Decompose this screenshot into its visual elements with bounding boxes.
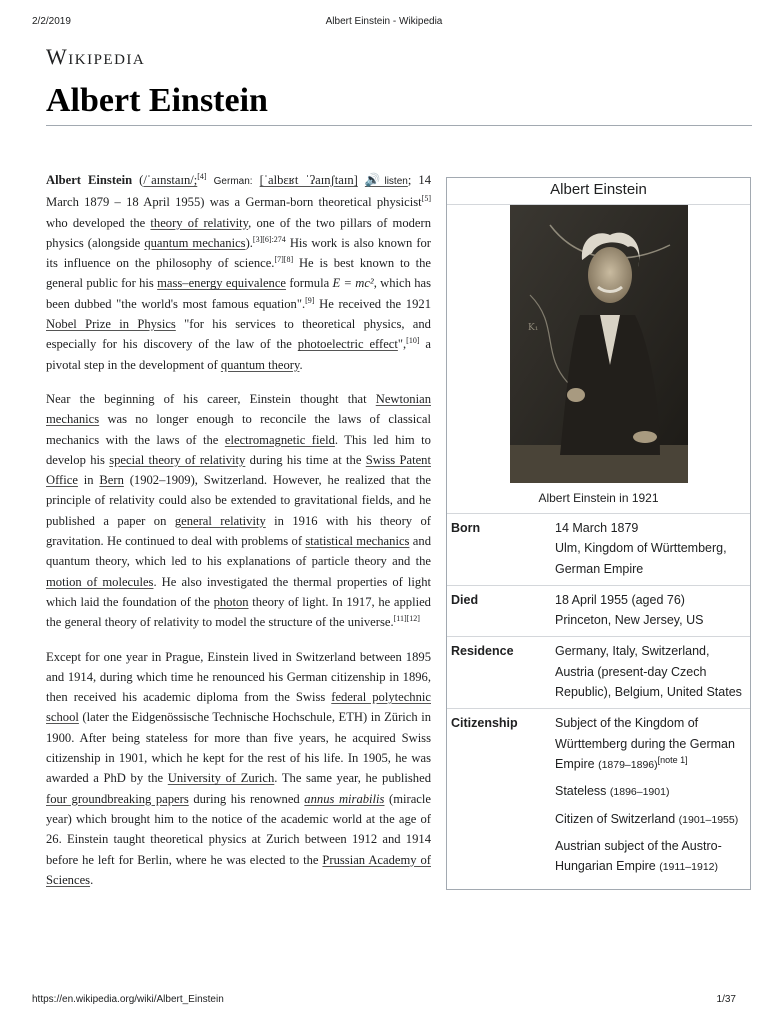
page-title: Albert Einstein [46,82,268,119]
page-number: 1/37 [716,994,736,1005]
infobox-row-residence [447,637,750,709]
speaker-icon: 🔊 [364,173,385,187]
link-photoelectric-effect[interactable]: photoelectric effect [297,337,398,352]
citizenship-item: Subject of the Kingdom of Württemberg during the German Empire (1879–1896)[note 1] [555,716,735,771]
switzerland-paragraph: Except for one year in Prague, Einstein lived in Switzerland between 1895 and 1914, during which time he renounced his German citizenship in 1896, then received his academic diploma from the Swiss federal polytechnic school (later the Eidgenössische Technische Hochschule, ETH) in Zürich in 1900. After being stateless for more than five years, he acquired Swiss citizenship in 1901, which he kept for the rest of his life. In 1905, he was awarded a PhD by the University of Zurich. The same year, he published four groundbreaking papers during his renowned annus mirabilis (miracle year) which brought him to the notice of the academic world at the age of 26. Einstein taught theoretical physics at Zurich between 1912 and 1914 before he left for Berlin, where he was elected to the Prussian Academy of Sciences. [46,649,431,887]
listen-link[interactable]: 🔊listen [364,173,408,187]
link-quantum-mechanics[interactable]: quantum mechanics [144,235,246,250]
subject-name: Albert Einstein [46,173,133,187]
formula: E = mc² [332,276,374,291]
print-date: 2/2/2019 [32,16,71,27]
link-photon[interactable]: photon [213,594,249,609]
ref-4[interactable]: [4] [197,171,207,181]
ref-3-6[interactable]: [3][6]:274 [252,234,286,244]
infobox-row-died [447,586,750,638]
link-bern[interactable]: Bern [99,473,124,488]
link-mass-energy-equivalence[interactable]: mass–energy equivalence [157,276,287,291]
ref-11-12[interactable]: [11][12] [393,614,420,624]
link-special-relativity[interactable]: special theory of relativity [109,452,246,467]
lead-paragraph: Albert Einstein (/ˈaɪnstaɪn/;[4] German: [ˈalbɛʁt ˈʔaɪnʃtaɪn] 🔊listen; 14 March 1879 – 18 April 1955) was a German-born theoretical physicist[5] who developed the theory of relativity, one of the two pillars of modern physics (alongside quantum mechanics).$^{[3][6]:274}$ His work is also known for its influence on the philosophy of science.[7][8] He is best known to the general public for his mass–energy equivalence formula E = mc², which has been dubbed "the world's most famous equation".[9] He received the 1921 Nobel Prize in Physics "for his services to theoretical physics, and especially for his discovery of the law of the photoelectric effect",[10] a pivotal step in the development of quantum theory. [46,171,432,372]
ref-5[interactable]: [5] [421,194,431,204]
infobox [446,177,751,890]
ipa-german-link[interactable]: [ˈalbɛʁt ˈʔaɪnʃtaɪn] [259,173,358,187]
link-theory-of-relativity[interactable]: theory of relativity [150,215,249,230]
note-1[interactable]: [note 1] [657,754,688,765]
link-four-papers[interactable]: four groundbreaking papers [46,791,189,806]
svg-text:K₁: K₁ [527,323,538,333]
infobox-row-born [447,514,750,586]
born-label: Born [451,521,481,535]
link-nobel-prize[interactable]: Nobel Prize in Physics [46,317,176,332]
page-url: https://en.wikipedia.org/wiki/Albert_Einstein [32,994,224,1005]
link-statistical-mechanics[interactable]: statistical mechanics [305,534,410,549]
citizenship-item: Citizen of Switzerland (1901–1955) [555,811,739,826]
citizenship-label: Citizenship [451,716,518,731]
born-value: 14 March 1879 Ulm, Kingdom of Württemberg, German Empire [555,521,727,576]
print-page-title: Albert Einstein - Wikipedia [325,16,443,27]
link-quantum-theory[interactable]: quantum theory [220,357,300,372]
ref-7-8[interactable]: [7][8] [274,255,294,264]
link-university-of-zurich[interactable]: University of Zurich [167,771,275,786]
ipa-english-link[interactable]: /ˈaɪnstaɪn/; [143,173,198,187]
ref-10[interactable]: [10] [406,336,420,346]
title-divider [46,125,752,126]
link-federal-polytechnic[interactable]: federal polytechnic school [46,690,431,725]
link-electromagnetic-field[interactable]: electromagnetic field [224,432,335,447]
citizenship-item: Austrian subject of the Austro-Hungarian Empire (1911–1912) [555,838,722,874]
link-general-relativity[interactable]: general relativity [174,513,266,528]
language-label: German: [213,176,253,187]
article-body [46,170,431,904]
print-header [32,16,736,30]
print-footer [32,994,736,1008]
ref-9[interactable]: [9] [305,295,315,305]
wikipedia-wordmark[interactable]: Wikipedia [46,44,146,69]
residence-value: Germany, Italy, Switzerland, Austria (present-day Czech Republic), Belgium, United States [555,644,742,700]
infobox-caption: Albert Einstein in 1921 [447,485,750,514]
career-paragraph: Near the beginning of his career, Einstein thought that Newtonian mechanics was no longer enough to reconcile the laws of classical mechanics with the laws of the electromagnetic field. This led him to develop his special theory of relativity during his time at the Swiss Patent Office in Bern (1902–1909), Switzerland. However, he realized that the principle of relativity could also be extended to gravitational fields, and he published a paper on general relativity in 1916 with his theory of gravitation. He continued to deal with problems of statistical mechanics and quantum theory, which led to his explanations of particle theory and the motion of molecules. He also investigated the thermal properties of light which laid the foundation of the photon theory of light. In 1917, he applied the general theory of relativity to model the structure of the universe.[11][12] [46,391,432,630]
died-label: Died [451,592,479,607]
portrait-photo[interactable] [510,205,688,483]
infobox-row-citizenship [447,709,750,889]
infobox-title: Albert Einstein [447,178,750,205]
link-newtonian-mechanics[interactable]: Newtonian mechanics [46,391,431,427]
link-prussian-academy[interactable]: Prussian Academy of Sciences [46,852,431,887]
died-value: 18 April 1955 (aged 76) Princeton, New Jersey, US [555,592,704,628]
link-swiss-patent-office[interactable]: Swiss Patent Office [46,452,431,488]
citizenship-value [555,713,745,883]
link-annus-mirabilis[interactable]: annus mirabilis [304,791,385,806]
residence-label: Residence [451,644,514,659]
link-motion-of-molecules[interactable]: motion of molecules [46,574,154,589]
citizenship-item: Stateless (1896–1901) [555,784,670,799]
infobox-image-wrap [447,205,750,485]
